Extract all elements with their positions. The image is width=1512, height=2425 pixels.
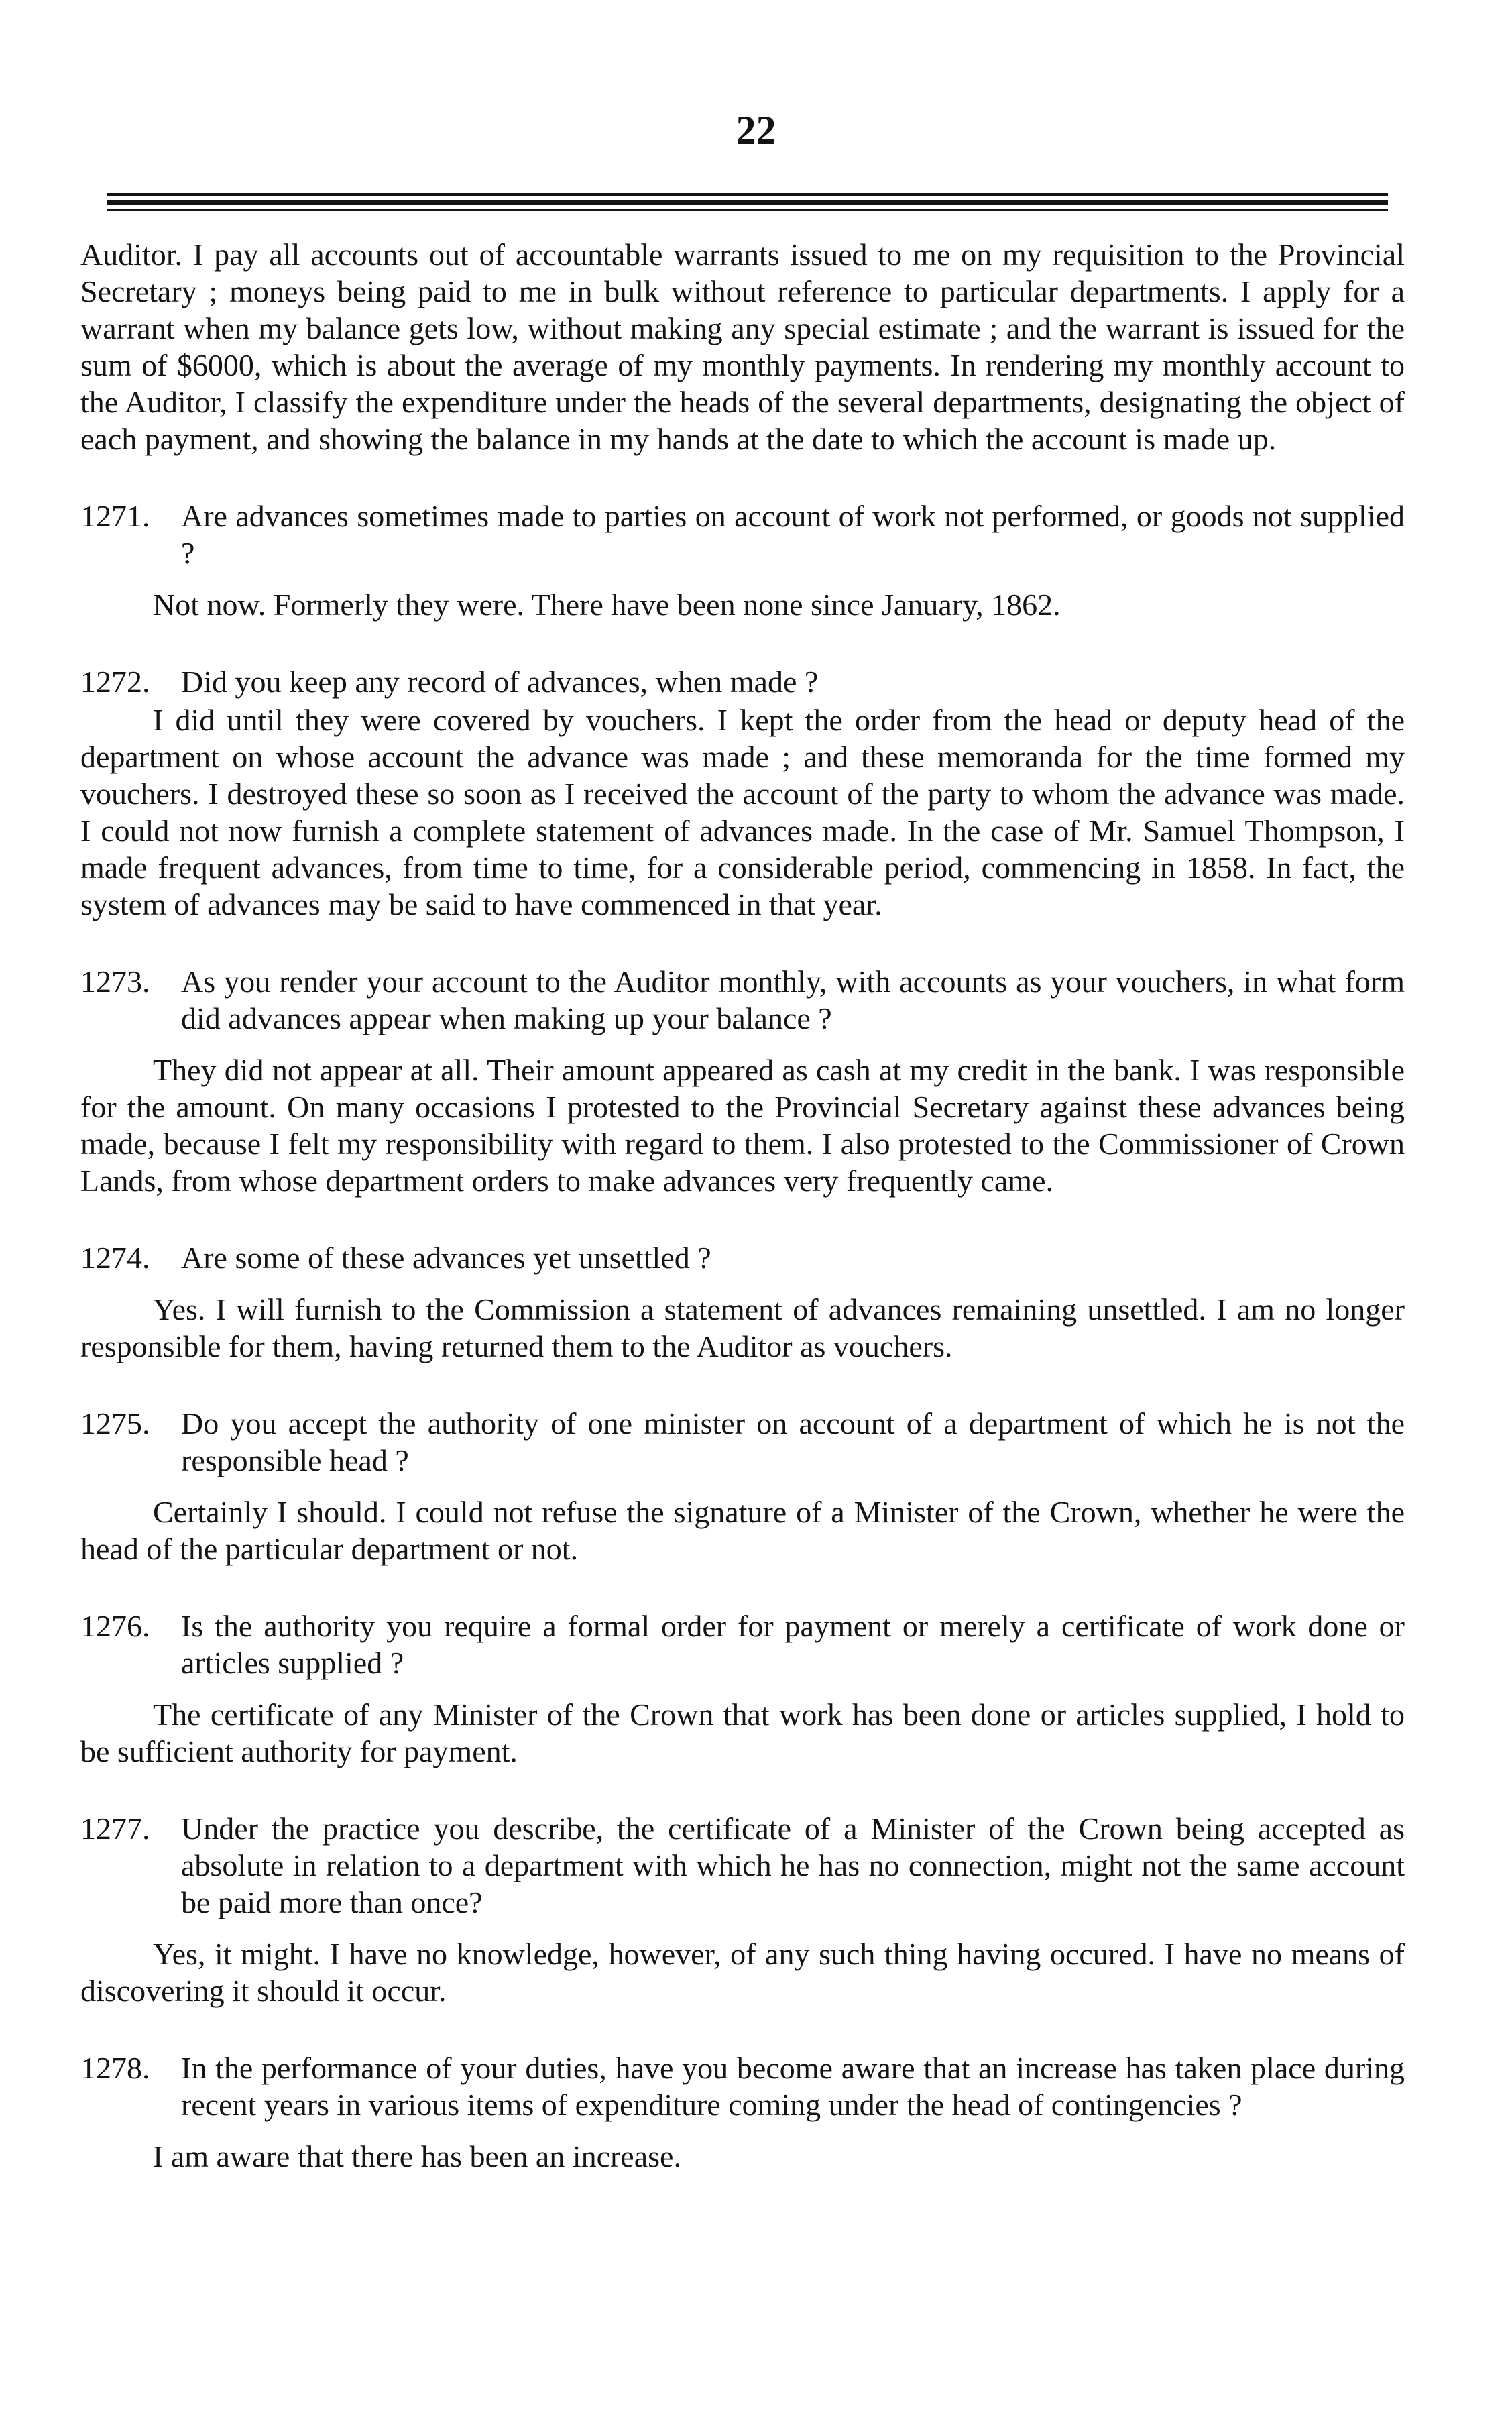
answer: The certificate of any Minister of the Crown that work has been done or articles supplied, I hold to be sufficient authority for payment. [80, 1697, 1405, 1768]
answer: Certainly I should. I could not refuse the signature of a Minister of the Crown, whether he were the head of the particular department or not. [80, 1495, 1405, 1566]
question [80, 498, 1405, 571]
entry-1273 [80, 963, 1405, 1199]
header-rule-top [107, 193, 1388, 196]
question-number: 1273. [80, 964, 150, 999]
question-text: As you render your account to the Auditor monthly, with accounts as your vouchers, in what form did advances appear when making up your balance ? [181, 964, 1405, 1035]
question-number: 1276. [80, 1609, 150, 1643]
question-text: In the performance of your duties, have you become aware that an increase has taken place during recent years in various items of expenditure coming under the head of contingencies ? [181, 2051, 1405, 2122]
entry-1274 [80, 1239, 1405, 1365]
question [80, 663, 1405, 700]
testimony-body [80, 236, 1405, 2215]
header-rule-thick [107, 200, 1388, 205]
question-number: 1277. [80, 1811, 150, 1846]
answer: I am aware that there has been an increase. [153, 2139, 681, 2174]
question [80, 1810, 1405, 1921]
page-number: 22 [736, 108, 776, 152]
answer: I did until they were covered by vouchers. I kept the order from the head or deputy head of the department on whose account the advance was made ; and these memoranda for the time formed my vouchers. I destroyed these so soon as I received the account of the party to whom the advance was made. I could not now furnish a complete statement of advances made. In the case of Mr. Samuel Thompson, I made frequent advances, from time to time, for a considerable period, commencing in 1858. In fact, the system of advances may be said to have commenced in that year. [80, 703, 1405, 921]
question-number: 1272. [80, 665, 150, 699]
question-text: Are some of these advances yet unsettled ? [181, 1241, 711, 1275]
answer: Yes. I will furnish to the Commission a statement of advances remaining unsettled. I am no longer responsible for them, having returned them to the Auditor as vouchers. [80, 1292, 1405, 1363]
question-number: 1274. [80, 1241, 150, 1275]
entry-1271 [80, 498, 1405, 623]
entry-1277 [80, 1810, 1405, 2009]
question [80, 1608, 1405, 1681]
answer: Not now. Formerly they were. There have been none since January, 1862. [153, 587, 1061, 622]
question [80, 1405, 1405, 1479]
header-rule-bottom [107, 209, 1388, 211]
question-text: Do you accept the authority of one minister on account of a department of which he is not the responsible head ? [181, 1406, 1405, 1477]
question-text: Are advances sometimes made to parties on account of work not performed, or goods not supplied ? [181, 499, 1405, 570]
question-number: 1278. [80, 2051, 150, 2085]
answer: Yes, it might. I have no knowledge, however, of any such thing having occured. I have no means of discovering it should it occur. [80, 1937, 1405, 2008]
question-number: 1271. [80, 499, 150, 533]
entry-1275 [80, 1405, 1405, 1567]
question [80, 2049, 1405, 2123]
question-text: Is the authority you require a formal order for payment or merely a certificate of work done or articles supplied ? [181, 1609, 1405, 1680]
entry-1278 [80, 2049, 1405, 2175]
question [80, 963, 1405, 1037]
intro-paragraph: Auditor. I pay all accounts out of accountable warrants issued to me on my requisition to the Provincial Secretary ; moneys being paid to me in bulk without reference to particular departments. I apply for a warrant when my balance gets low, without making any special estimate ; and the warrant is issued for the sum of $6000, which is about the average of my monthly payments. In rendering my monthly account to the Auditor, I classify the expenditure under the heads of the several departments, designating the object of each payment, and showing the balance in my hands at the date to which the account is made up. [80, 237, 1405, 456]
entry-1276 [80, 1608, 1405, 1770]
question [80, 1239, 1405, 1276]
question-text: Did you keep any record of advances, when made ? [181, 665, 819, 699]
question-text: Under the practice you describe, the certificate of a Minister of the Crown being accepted as absolute in relation to a department with which he has no connection, might not the same account be paid more than once? [181, 1811, 1405, 1919]
answer: They did not appear at all. Their amount appeared as cash at my credit in the bank. I was responsible for the amount. On many occasions I protested to the Provincial Secretary against these advances being made, because I felt my responsibility with regard to them. I also protested to the Commissioner of Crown Lands, from whose department orders to make advances very frequently came. [80, 1053, 1405, 1198]
entry-1272 [80, 663, 1405, 923]
question-number: 1275. [80, 1406, 150, 1441]
